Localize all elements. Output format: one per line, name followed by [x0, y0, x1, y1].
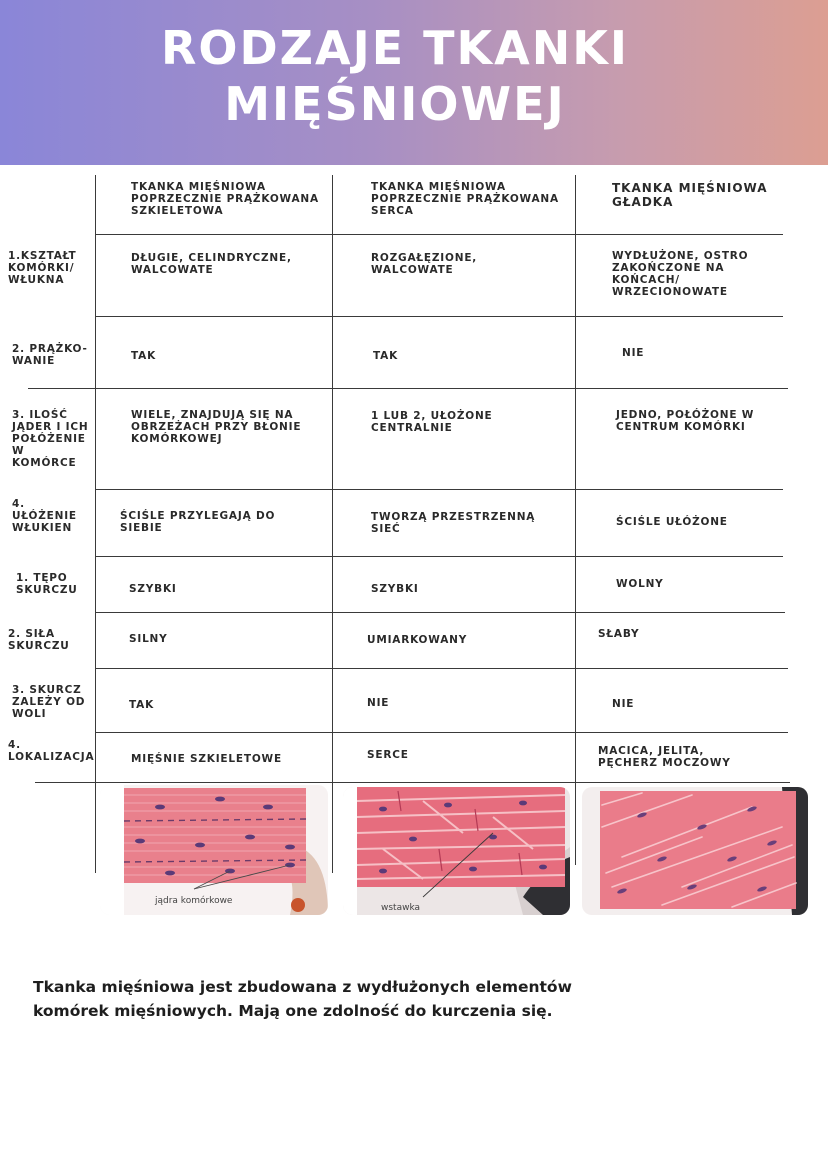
table-divider: [95, 732, 788, 733]
table-cell: WOLNY: [616, 578, 664, 590]
table-divider: [95, 489, 783, 490]
row-label-fiber-arrangement: 4. UŁÓŻENIE WŁUKIEN: [12, 498, 77, 534]
row-label-location: 4. LOKALIZACJA: [8, 739, 95, 763]
table-cell: ROZGAŁĘZIONE, WALCOWATE: [371, 252, 478, 276]
skeletal-muscle-image: [100, 785, 328, 915]
table-cell: SILNY: [129, 633, 168, 645]
smooth-muscle-image: [582, 787, 808, 915]
table-cell: DŁUGIE, CELINDRYCZNE, WALCOWATE: [131, 252, 292, 276]
table-divider: [95, 175, 96, 873]
table-divider: [95, 234, 783, 235]
row-label-striation: 2. PRĄŻKO-WANIE: [12, 343, 88, 367]
row-label-shape: 1.KSZTAŁT KOMÓRKI/ WŁUKNA: [8, 250, 77, 286]
table-divider: [332, 175, 333, 873]
table-cell: MACICA, JELITA, PĘCHERZ MOCZOWY: [598, 745, 731, 769]
table-divider: [28, 388, 788, 389]
column-header-cardiac: TKANKA MIĘŚNIOWA POPRZECZNIE PRĄŻKOWANA SERCA: [371, 181, 559, 217]
table-cell: NIE: [367, 697, 390, 709]
table-divider: [95, 556, 783, 557]
column-header-skeletal: TKANKA MIĘŚNIOWA POPRZECZNIE PRĄŻKOWANA SZKIELETOWA: [131, 181, 319, 217]
table-cell: SŁABY: [598, 628, 640, 640]
row-label-contraction-strength: 2. SIŁA SKURCZU: [8, 628, 70, 652]
table-divider: [575, 175, 576, 865]
table-cell: UMIARKOWANY: [367, 634, 468, 646]
table-divider: [95, 612, 785, 613]
cardiac-muscle-image: [343, 787, 570, 915]
table-cell: MIĘŚNIE SZKIELETOWE: [131, 753, 282, 765]
table-cell: ŚCIŚLE UŁÓŻONE: [616, 516, 728, 528]
table-divider: [95, 316, 783, 317]
table-cell: SZYBKI: [371, 583, 419, 595]
table-cell: WYDŁUŻONE, OSTRO ZAKOŃCZONE NA KOŃCACH/ WRZECIONOWATE: [612, 250, 749, 298]
row-label-nuclei: 3. ILOŚĆ JĄDER I ICH POŁÓŻENIE W KOMÓRCE: [12, 409, 89, 469]
table-cell: TWORZĄ PRZESTRZENNĄ SIEĆ: [371, 511, 536, 535]
table-cell: 1 LUB 2, UŁOŻONE CENTRALNIE: [371, 410, 493, 434]
table-cell: TAK: [129, 699, 155, 711]
table-cell: JEDNO, POŁÓŻONE W CENTRUM KOMÓRKI: [616, 409, 755, 433]
table-cell: NIE: [612, 698, 635, 710]
table-cell: ŚCIŚLE PRZYLEGAJĄ DO SIEBIE: [120, 510, 276, 534]
title-line-2: MIĘŚNIOWEJ: [224, 77, 566, 131]
table-cell: NIE: [622, 347, 645, 359]
table-cell: SZYBKI: [129, 583, 177, 595]
table-cell: SERCE: [367, 749, 409, 761]
table-cell: WIELE, ZNAJDUJĄ SIĘ NA OBRZEŻACH PRZY BŁONIE KOMÓRKOWEJ: [131, 409, 302, 445]
description-paragraph: Tkanka mięśniowa jest zbudowana z wydłużonych elementów komórek mięśniowych. Mają one zdolność do kurczenia się.: [33, 978, 572, 1020]
title-line-1: RODZAJE TKANKI: [160, 21, 630, 75]
cardiac-image-caption: wstawka: [381, 903, 421, 913]
row-label-voluntary: 3. SKURCZ ZALEŻY OD WOLI: [12, 684, 86, 720]
row-label-contraction-speed: 1. TĘPO SKURCZU: [16, 572, 78, 596]
skeletal-image-caption: jądra komórkowe: [155, 896, 233, 906]
table-divider: [95, 668, 788, 669]
table-cell: TAK: [373, 350, 399, 362]
table-divider: [35, 782, 790, 783]
table-cell: TAK: [131, 350, 157, 362]
page-title: [0, 20, 790, 132]
column-header-smooth: TKANKA MIĘŚNIOWA GŁADKA: [612, 181, 768, 209]
